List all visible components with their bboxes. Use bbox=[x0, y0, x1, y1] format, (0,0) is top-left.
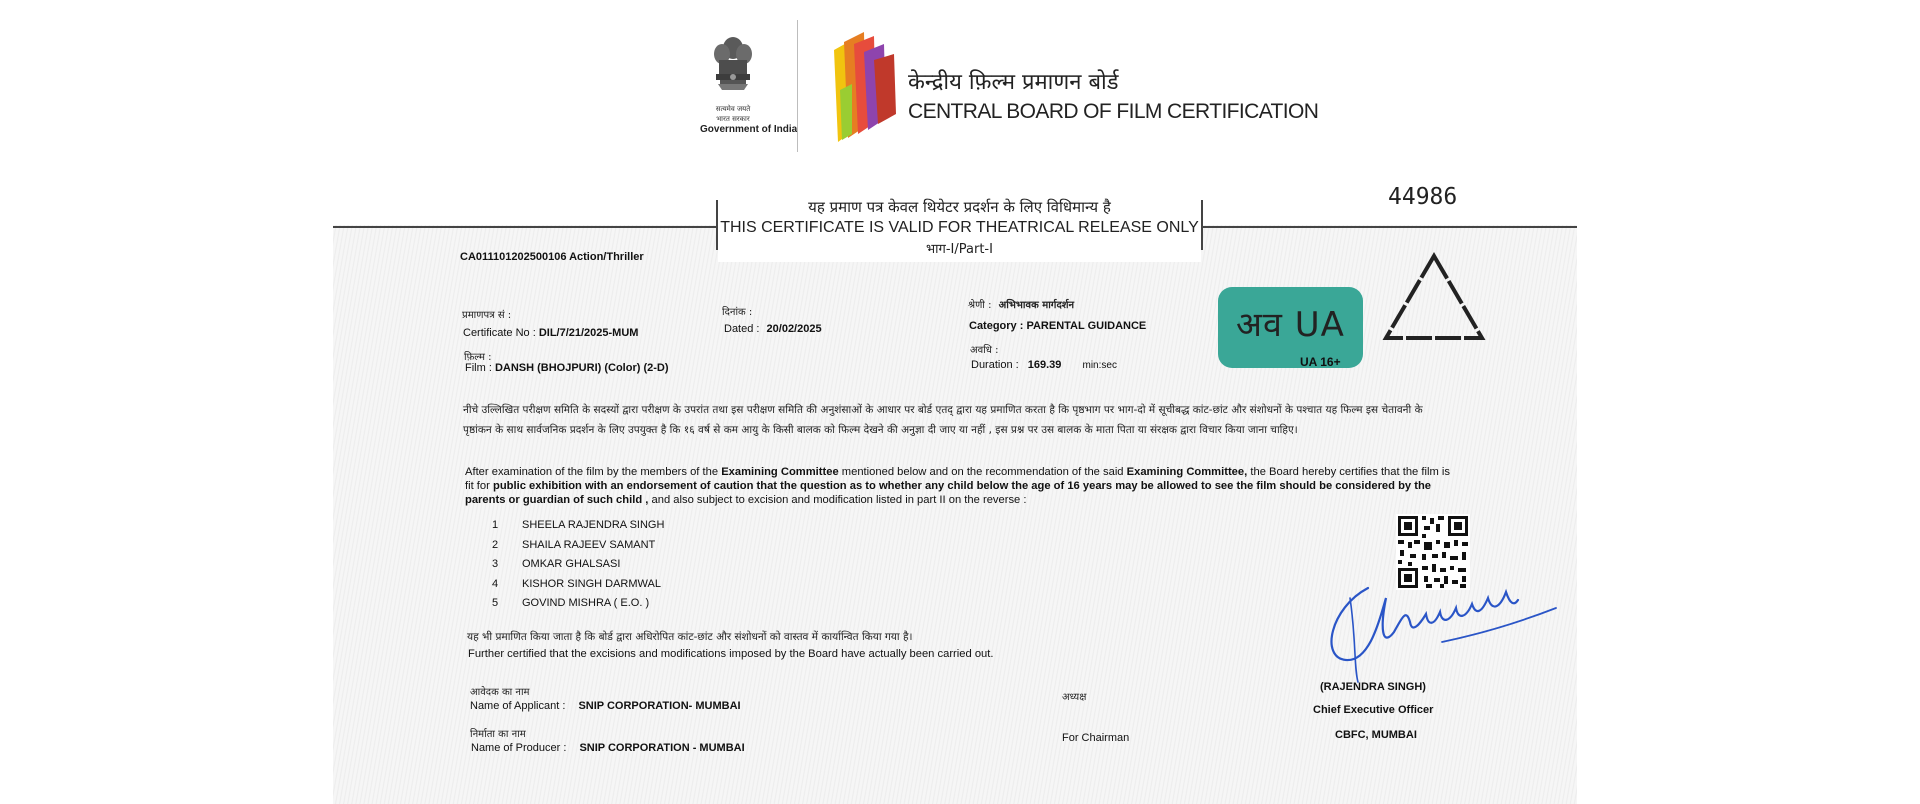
triangle-symbol-icon bbox=[1382, 252, 1486, 344]
emblem-label: Government of India bbox=[700, 124, 798, 135]
film-row bbox=[465, 362, 669, 374]
duration-hindi: अवधि : bbox=[970, 345, 999, 356]
bracket-right bbox=[1201, 200, 1203, 250]
date-value: 20/02/2025 bbox=[766, 323, 822, 335]
national-emblem bbox=[700, 32, 798, 135]
applicant-row bbox=[470, 700, 741, 712]
duration-unit: min:sec bbox=[1082, 360, 1117, 371]
applicant-label: Name of Applicant : bbox=[470, 700, 566, 712]
category-hindi: श्रेणी : bbox=[968, 300, 992, 311]
further-certified-hindi: यह भी प्रमाणित किया जाता है कि बोर्ड द्वारा अधिरोपित कांट-छांट और संशोधनों को वास्तव में कार्यान्वित किया गया है। bbox=[467, 631, 913, 643]
certification-text-english: After examination of the film by the members of the Examining Committee mentioned below and on the recommendation of the said Examining Committee, the Board hereby certifies that the film is fit for public exhibition with an endorsement of caution that the question as to whether any child below the age of 16 years may be allowed to see the film should be considered by the parents or guardian of such child , and also subject to excision and modification listed in part II on the reverse : bbox=[465, 466, 1450, 506]
signatory-title: Chief Executive Officer bbox=[1313, 704, 1434, 716]
committee-members bbox=[492, 516, 664, 614]
cbfc-logo bbox=[830, 30, 900, 151]
header-divider bbox=[797, 20, 798, 152]
producer-value: SNIP CORPORATION - MUMBAI bbox=[579, 742, 745, 754]
chairman-hindi: अध्यक्ष bbox=[1062, 692, 1087, 703]
part-label: भाग-I/Part-I bbox=[926, 242, 993, 257]
cert-no-row bbox=[463, 327, 638, 339]
top-rule-right bbox=[1202, 226, 1577, 228]
duration-row bbox=[971, 359, 1117, 371]
category-hindi-value: अभिभावक मार्गदर्शन bbox=[998, 300, 1075, 311]
org-name-hindi: केन्द्रीय फ़िल्म प्रमाणन बोर्ड bbox=[908, 70, 1119, 95]
rating-badge-sub: UA 16+ bbox=[1300, 355, 1341, 369]
list-item: 1 SHEELA RAJENDRA SINGH bbox=[492, 519, 665, 531]
signatory-office: CBFC, MUMBAI bbox=[1335, 729, 1417, 741]
validity-hindi: यह प्रमाण पत्र केवल थियेटर प्रदर्शन के लिए विधिमान्य है bbox=[808, 198, 1111, 216]
list-item: 3 OMKAR GHALSASI bbox=[492, 558, 621, 570]
producer-row bbox=[471, 742, 745, 754]
list-item: 2 SHAILA RAJEEV SAMANT bbox=[492, 538, 656, 551]
category-hindi-row bbox=[968, 297, 1074, 311]
cert-no-value: DIL/7/21/2025-MUM bbox=[538, 327, 639, 339]
date-label: Dated : bbox=[724, 323, 760, 335]
rating-badge-text: अव UA bbox=[1236, 305, 1345, 345]
duration-label: Duration : bbox=[971, 359, 1019, 371]
cert-no-label: Certificate No : bbox=[463, 327, 536, 339]
date-row bbox=[724, 323, 822, 335]
org-name-english: CENTRAL BOARD OF FILM CERTIFICATION bbox=[908, 100, 1319, 123]
category-label: Category : bbox=[969, 320, 1024, 332]
film-label: Film : bbox=[465, 362, 492, 374]
chairman-label: For Chairman bbox=[1062, 732, 1130, 744]
top-rule-left bbox=[333, 226, 718, 228]
cert-no-hindi: प्रमाणपत्र सं : bbox=[462, 310, 512, 321]
emblem-hindi-label: भारत सरकार bbox=[716, 115, 750, 123]
serial-number: 44986 bbox=[1388, 184, 1458, 210]
category-row bbox=[969, 320, 1146, 332]
category-value: PARENTAL GUIDANCE bbox=[1026, 320, 1147, 332]
validity-notice bbox=[718, 196, 1201, 262]
producer-hindi: निर्माता का नाम bbox=[470, 729, 526, 740]
film-hindi: फ़िल्म : bbox=[464, 352, 492, 363]
producer-label: Name of Producer : bbox=[471, 742, 567, 754]
applicant-hindi: आवेदक का नाम bbox=[470, 687, 530, 698]
applicant-value: SNIP CORPORATION- MUMBAI bbox=[578, 700, 741, 712]
signature-icon bbox=[1310, 578, 1560, 688]
list-item: 4 KISHOR SINGH DARMWAL bbox=[492, 577, 661, 590]
lion-capital-icon bbox=[710, 32, 756, 104]
validity-english: THIS CERTIFICATE IS VALID FOR THEATRICAL RELEASE ONLY bbox=[720, 219, 1199, 236]
film-value: DANSH (BHOJPURI) (Color) (2-D) bbox=[494, 362, 669, 374]
reference-code: CA011101202500106 Action/Thriller bbox=[460, 251, 644, 263]
further-certified-english: Further certified that the excisions and modifications imposed by the Board have actually been carried out. bbox=[468, 648, 994, 660]
list-item: 5 GOVIND MISHRA ( E.O. ) bbox=[492, 597, 650, 609]
emblem-motto: सत्यमेव जयते bbox=[715, 105, 751, 113]
duration-value: 169.39 bbox=[1027, 359, 1062, 371]
signatory-name: (RAJENDRA SINGH) bbox=[1320, 681, 1426, 693]
date-hindi: दिनांक : bbox=[722, 307, 753, 318]
certification-text-hindi: नीचे उल्लिखित परीक्षण समिति के सदस्यों द्वारा परीक्षण के उपरांत तथा इस परीक्षण समिति की अनुशंसाओं के आधार पर बोर्ड एतद् द्वारा यह प्रमाणित करता है कि पृष्ठभाग पर भाग-दो में सूचीबद्ध कांट-छांट और संशोधनों के पश्चात यह फिल्म इस चेतावनी के पृष्ठांकन के साथ सार्वजनिक प्रदर्शन के लिए उपयुक्त है कि १६ वर्ष से कम आयु के किसी बालक को फिल्म देखने की अनुज्ञा दी जाए या नहीं , इस प्रश्न पर उस बालक के माता पिता या संरक्षक द्वारा विचार किया जाना चाहिए। bbox=[463, 404, 1423, 436]
